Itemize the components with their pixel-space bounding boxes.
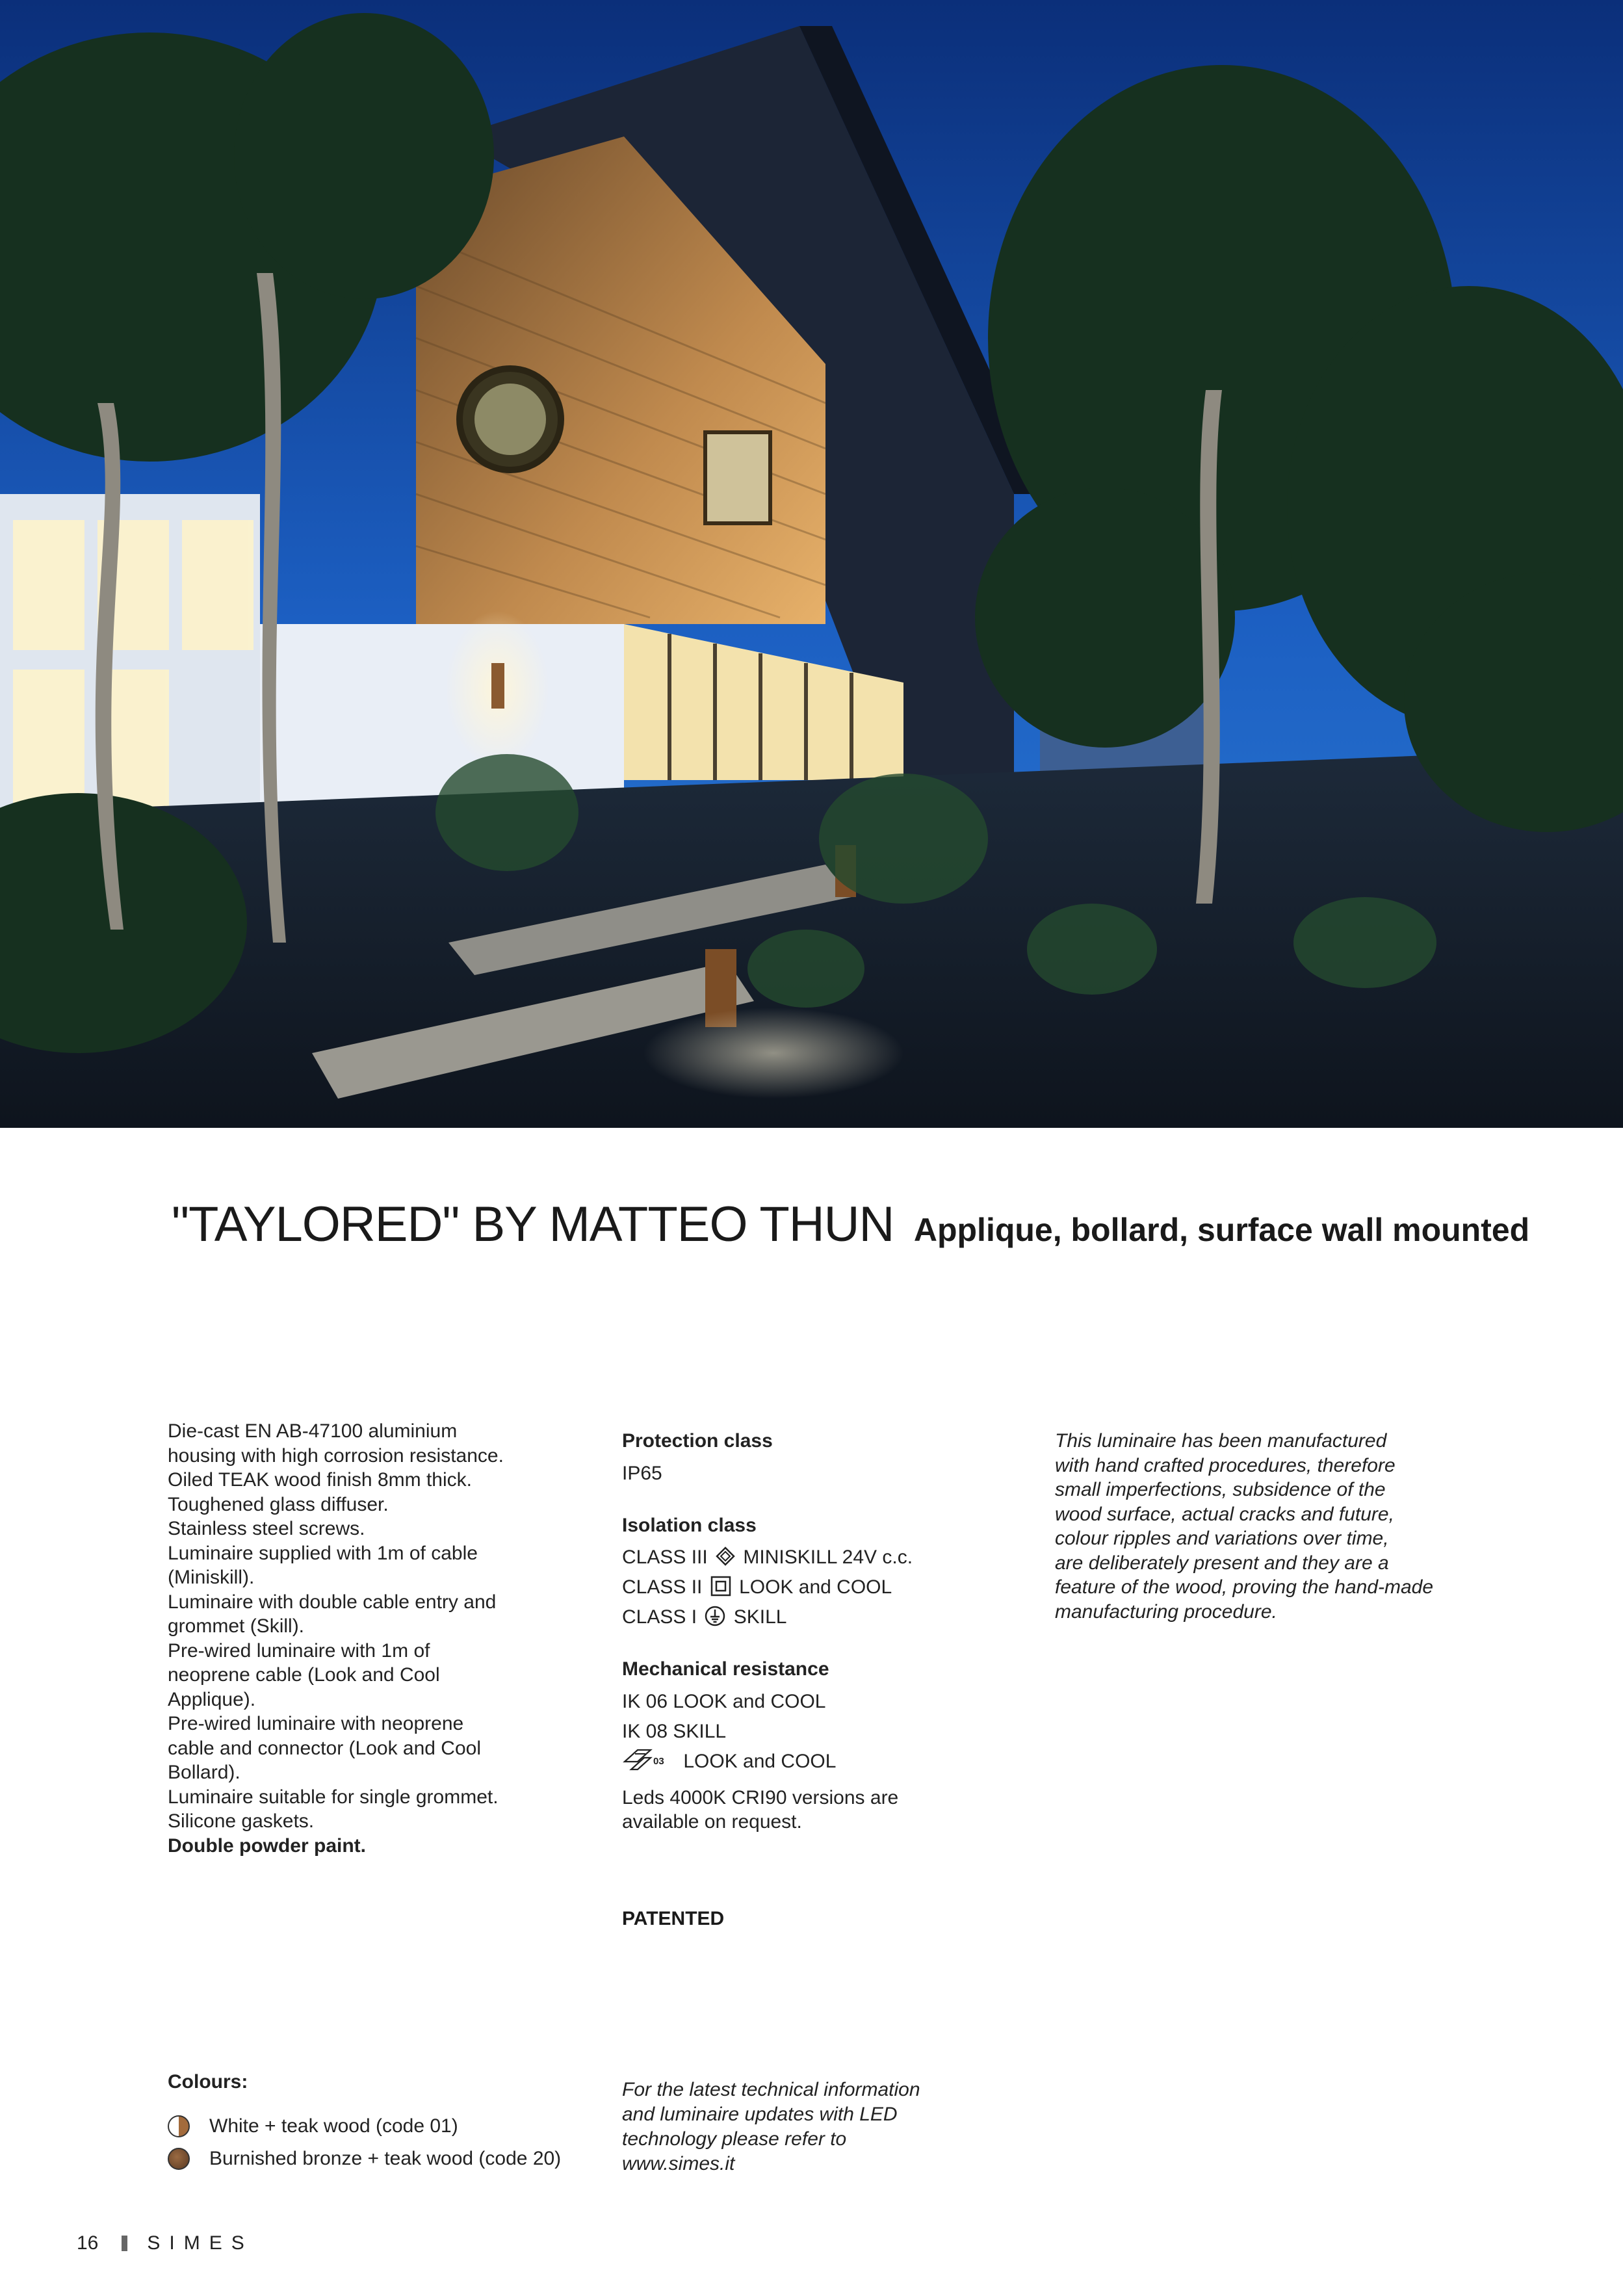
isolation-class-product: SKILL	[733, 1606, 787, 1628]
description-line: Oiled TEAK wood finish 8mm thick.	[168, 1469, 472, 1491]
latest-info-line: and luminaire updates with LED	[622, 2104, 898, 2125]
mechanical-resistance-value: IK 08 SKILL	[622, 1720, 727, 1742]
description-line: Luminaire suitable for single grommet.	[168, 1786, 499, 1808]
description-column	[168, 1419, 558, 1858]
description-line: grommet (Skill).	[168, 1615, 305, 1637]
craft-note-line: wood surface, actual cracks and future,	[1055, 1503, 1394, 1525]
page-number: 16	[77, 2232, 99, 2254]
leds-note-line: available on request.	[622, 1811, 802, 1833]
website-link[interactable]: www.simes.it	[622, 2153, 735, 2174]
description-line: neoprene cable (Look and Cool	[168, 1664, 440, 1686]
description-line: housing with high corrosion resistance.	[168, 1444, 504, 1467]
description-line: Luminaire supplied with 1m of cable	[168, 1542, 478, 1564]
double-square-icon	[710, 1576, 731, 1597]
latest-info-line: For the latest technical information	[622, 2079, 920, 2100]
brand-name: SIMES	[147, 2232, 253, 2254]
protection-class	[622, 1429, 986, 1489]
hero-photo	[0, 0, 1623, 1128]
colours-heading: Colours:	[168, 2071, 248, 2093]
colour-option	[168, 2110, 561, 2143]
craft-note-line: This luminaire has been manufactured	[1055, 1430, 1387, 1452]
latest-info-line: technology please refer to	[622, 2128, 847, 2150]
protection-class-heading: Protection class	[622, 1430, 773, 1452]
title-main: "TAYLORED" BY MATTEO THUN	[172, 1197, 894, 1252]
mechanical-resistance	[622, 1657, 986, 1777]
description-bold-line: Double powder paint.	[168, 1834, 366, 1857]
isolation-class-heading: Isolation class	[622, 1514, 757, 1536]
isolation-class	[622, 1513, 986, 1633]
craft-note-line: with hand crafted procedures, therefore	[1055, 1454, 1396, 1476]
mechanical-resistance-row	[622, 1747, 986, 1777]
colours-section	[168, 2071, 561, 2175]
page-footer	[77, 2232, 253, 2254]
description-line: Silicone gaskets.	[168, 1810, 315, 1832]
description-line: Applique).	[168, 1688, 256, 1710]
description-line: Stainless steel screws.	[168, 1518, 365, 1539]
impact-icon-label: 03	[653, 1755, 664, 1767]
isolation-class-row	[622, 1602, 986, 1632]
house-at-night-illustration	[0, 0, 1623, 1128]
description-line: Die-cast EN AB-47100 aluminium	[168, 1420, 458, 1442]
isolation-class-product: LOOK and COOL	[739, 1576, 892, 1598]
white-teak-swatch-icon	[168, 2115, 190, 2137]
isolation-class-row	[622, 1543, 986, 1572]
description-line: Pre-wired luminaire with neoprene	[168, 1713, 464, 1734]
footer-separator	[122, 2236, 127, 2251]
mechanical-resistance-product: LOOK and COOL	[683, 1750, 837, 1772]
craft-note	[1055, 1429, 1471, 1624]
title-subtitle: Applique, bollard, surface wall mounted	[913, 1212, 1530, 1248]
craft-note-line: manufacturing procedure.	[1055, 1600, 1277, 1623]
latest-info-note	[622, 2078, 986, 2176]
mechanical-resistance-value: IK 06 LOOK and COOL	[622, 1690, 826, 1712]
colour-option	[168, 2143, 561, 2175]
description-line: Bollard).	[168, 1762, 240, 1783]
product-title	[172, 1196, 1537, 1253]
earth-ground-icon	[705, 1606, 725, 1626]
colour-option-label: Burnished bronze + teak wood (code 20)	[209, 2148, 562, 2169]
craft-note-line: small imperfections, subsidence of the	[1055, 1479, 1386, 1500]
isolation-class-label: CLASS I	[622, 1606, 697, 1628]
leds-note-line: Leds 4000K CRI90 versions are	[622, 1786, 899, 1808]
protection-class-value: IP65	[622, 1462, 662, 1484]
craft-note-line: colour ripples and variations over time,	[1055, 1528, 1389, 1549]
colour-option-label: White + teak wood (code 01)	[209, 2115, 458, 2137]
description-line: Luminaire with double cable entry and	[168, 1591, 497, 1613]
isolation-class-label: CLASS II	[622, 1576, 703, 1598]
patented-label: PATENTED	[622, 1908, 725, 1929]
bronze-teak-swatch-icon	[168, 2148, 190, 2170]
description-line: Pre-wired luminaire with 1m of	[168, 1639, 430, 1662]
impact-resistance-icon	[622, 1747, 670, 1773]
craft-note-line: feature of the wood, proving the hand-made	[1055, 1576, 1434, 1598]
description-line: (Miniskill).	[168, 1567, 255, 1588]
mechanical-resistance-heading: Mechanical resistance	[622, 1658, 829, 1680]
isolation-class-label: CLASS III	[622, 1546, 708, 1568]
leds-note	[622, 1786, 986, 1834]
class-iii-diamond-icon	[716, 1546, 735, 1566]
description-line: cable and connector (Look and Cool	[168, 1737, 481, 1759]
isolation-class-product: MINISKILL 24V c.c.	[743, 1546, 913, 1568]
description-line: Toughened glass diffuser.	[168, 1493, 389, 1515]
craft-note-line: are deliberately present and they are a	[1055, 1552, 1389, 1574]
specs-column	[622, 1429, 986, 1834]
isolation-class-row	[622, 1572, 986, 1602]
